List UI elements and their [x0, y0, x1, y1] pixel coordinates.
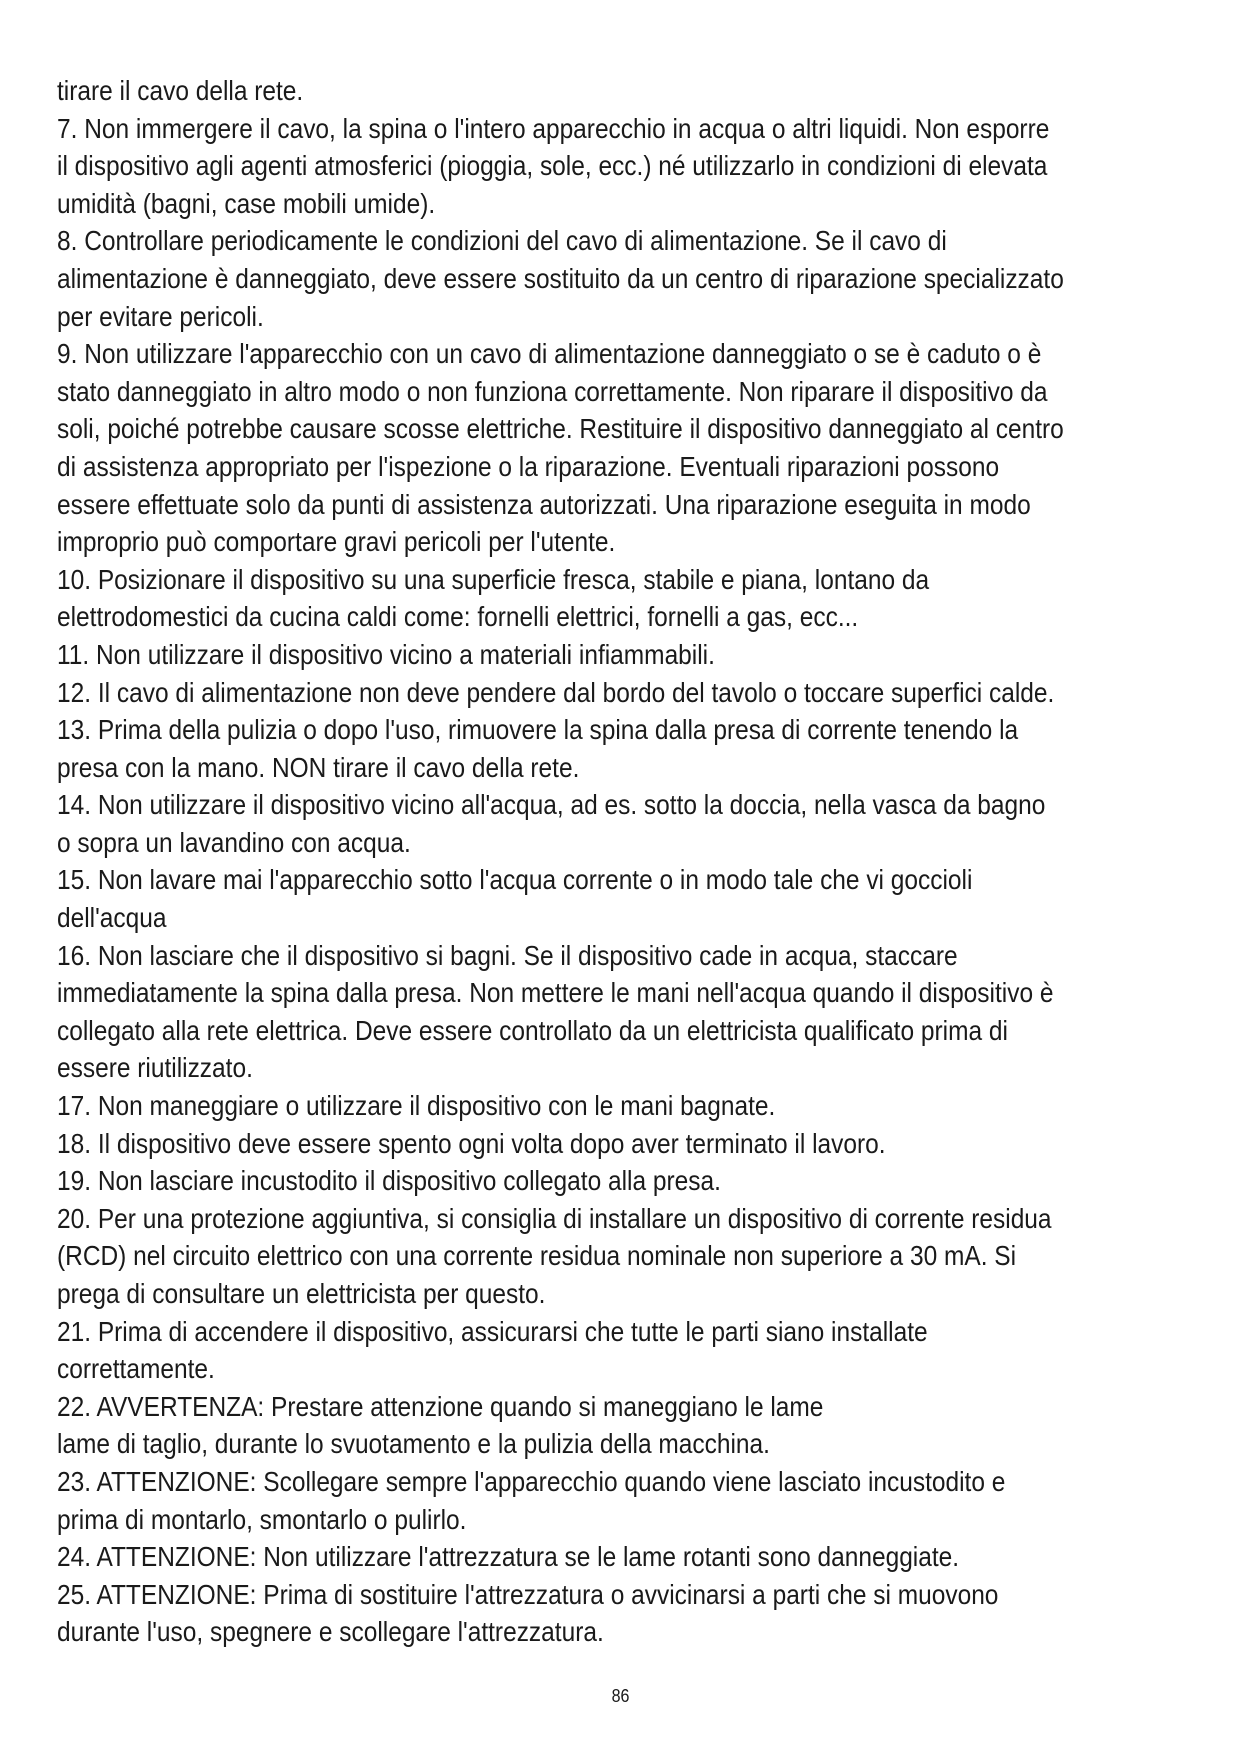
text-line: elettrodomestici da cucina caldi come: fornelli elettrici, fornelli a gas, ecc...	[57, 601, 859, 633]
text-line: 8. Controllare periodicamente le condizioni del cavo di alimentazione. Se il cavo di	[57, 225, 947, 257]
text-line: durante l'uso, spegnere e scollegare l'attrezzatura.	[57, 1616, 604, 1648]
text-line: 12. Il cavo di alimentazione non deve pendere dal bordo del tavolo o toccare superfici calde.	[57, 676, 1055, 708]
text-line: dell'acqua	[57, 902, 167, 934]
text-line: o sopra un lavandino con acqua.	[57, 826, 411, 858]
text-line: il dispositivo agli agenti atmosferici (pioggia, sole, ecc.) né utilizzarlo in condizioni di elevata	[57, 150, 1048, 182]
text-line: lame di taglio, durante lo svuotamento e la pulizia della macchina.	[57, 1428, 770, 1460]
text-line: 22. AVVERTENZA: Prestare attenzione quando si maneggiano le lame	[57, 1390, 824, 1422]
text-line: collegato alla rete elettrica. Deve essere controllato da un elettricista qualificato prima di	[57, 1014, 1008, 1046]
page-number: 86	[611, 1686, 630, 1706]
text-line: di assistenza appropriato per l'ispezione o la riparazione. Eventuali riparazioni possono	[57, 450, 1000, 482]
text-line: per evitare pericoli.	[57, 300, 264, 332]
text-line: 19. Non lasciare incustodito il dispositivo collegato alla presa.	[57, 1165, 721, 1197]
text-line: 16. Non lasciare che il dispositivo si bagni. Se il dispositivo cade in acqua, staccare	[57, 939, 958, 971]
text-line: 23. ATTENZIONE: Scollegare sempre l'apparecchio quando viene lasciato incustodito e	[57, 1465, 1006, 1497]
text-line: 18. Il dispositivo deve essere spento ogni volta dopo aver terminato il lavoro.	[57, 1127, 886, 1159]
text-line: 14. Non utilizzare il dispositivo vicino all'acqua, ad es. sotto la doccia, nella vasca da bagno	[57, 789, 1046, 821]
text-line: immediatamente la spina dalla presa. Non mettere le mani nell'acqua quando il dispositivo è	[57, 977, 1054, 1009]
text-line: presa con la mano. NON tirare il cavo della rete.	[57, 751, 580, 783]
text-line: 11. Non utilizzare il dispositivo vicino a materiali infiammabili.	[57, 638, 715, 670]
document-body	[57, 72, 1197, 1651]
text-line: improprio può comportare gravi pericoli per l'utente.	[57, 526, 616, 558]
text-line: (RCD) nel circuito elettrico con una corrente residua nominale non superiore a 30 mA. Si	[57, 1240, 1017, 1272]
text-line: tirare il cavo della rete.	[57, 75, 304, 106]
text-line: 21. Prima di accendere il dispositivo, assicurarsi che tutte le parti siano installate	[57, 1315, 928, 1347]
text-line: alimentazione è danneggiato, deve essere sostituito da un centro di riparazione specializzato	[57, 262, 1064, 294]
text-line: 7. Non immergere il cavo, la spina o l'intero apparecchio in acqua o altri liquidi. Non esporre	[57, 112, 1050, 144]
text-line: essere effettuate solo da punti di assistenza autorizzati. Una riparazione eseguita in modo	[57, 488, 1031, 520]
text-line: 15. Non lavare mai l'apparecchio sotto l'acqua corrente o in modo tale che vi goccioli	[57, 864, 973, 896]
text-line: 20. Per una protezione aggiuntiva, si consiglia di installare un dispositivo di corrente residua	[57, 1202, 1052, 1234]
text-line: 13. Prima della pulizia o dopo l'uso, rimuovere la spina dalla presa di corrente tenendo la	[57, 714, 1019, 746]
text-line: correttamente.	[57, 1353, 215, 1385]
text-line: prega di consultare un elettricista per questo.	[57, 1278, 546, 1309]
text-line: 24. ATTENZIONE: Non utilizzare l'attrezzatura se le lame rotanti sono danneggiate.	[57, 1541, 960, 1573]
text-line: 10. Posizionare il dispositivo su una superficie fresca, stabile e piana, lontano da	[57, 563, 930, 595]
text-line: soli, poiché potrebbe causare scosse elettriche. Restituire il dispositivo danneggiato al centro	[57, 413, 1064, 445]
text-line: 17. Non maneggiare o utilizzare il dispositivo con le mani bagnate.	[57, 1090, 776, 1122]
text-line: 25. ATTENZIONE: Prima di sostituire l'attrezzatura o avvicinarsi a parti che si muovono	[57, 1578, 999, 1610]
text-line: prima di montarlo, smontarlo o pulirlo.	[57, 1503, 467, 1535]
text-line: essere riutilizzato.	[57, 1052, 253, 1084]
text-line: 9. Non utilizzare l'apparecchio con un cavo di alimentazione danneggiato o se è caduto o è	[57, 338, 1042, 370]
text-line: umidità (bagni, case mobili umide).	[57, 187, 436, 219]
text-line: stato danneggiato in altro modo o non funziona correttamente. Non riparare il dispositivo da	[57, 375, 1048, 407]
